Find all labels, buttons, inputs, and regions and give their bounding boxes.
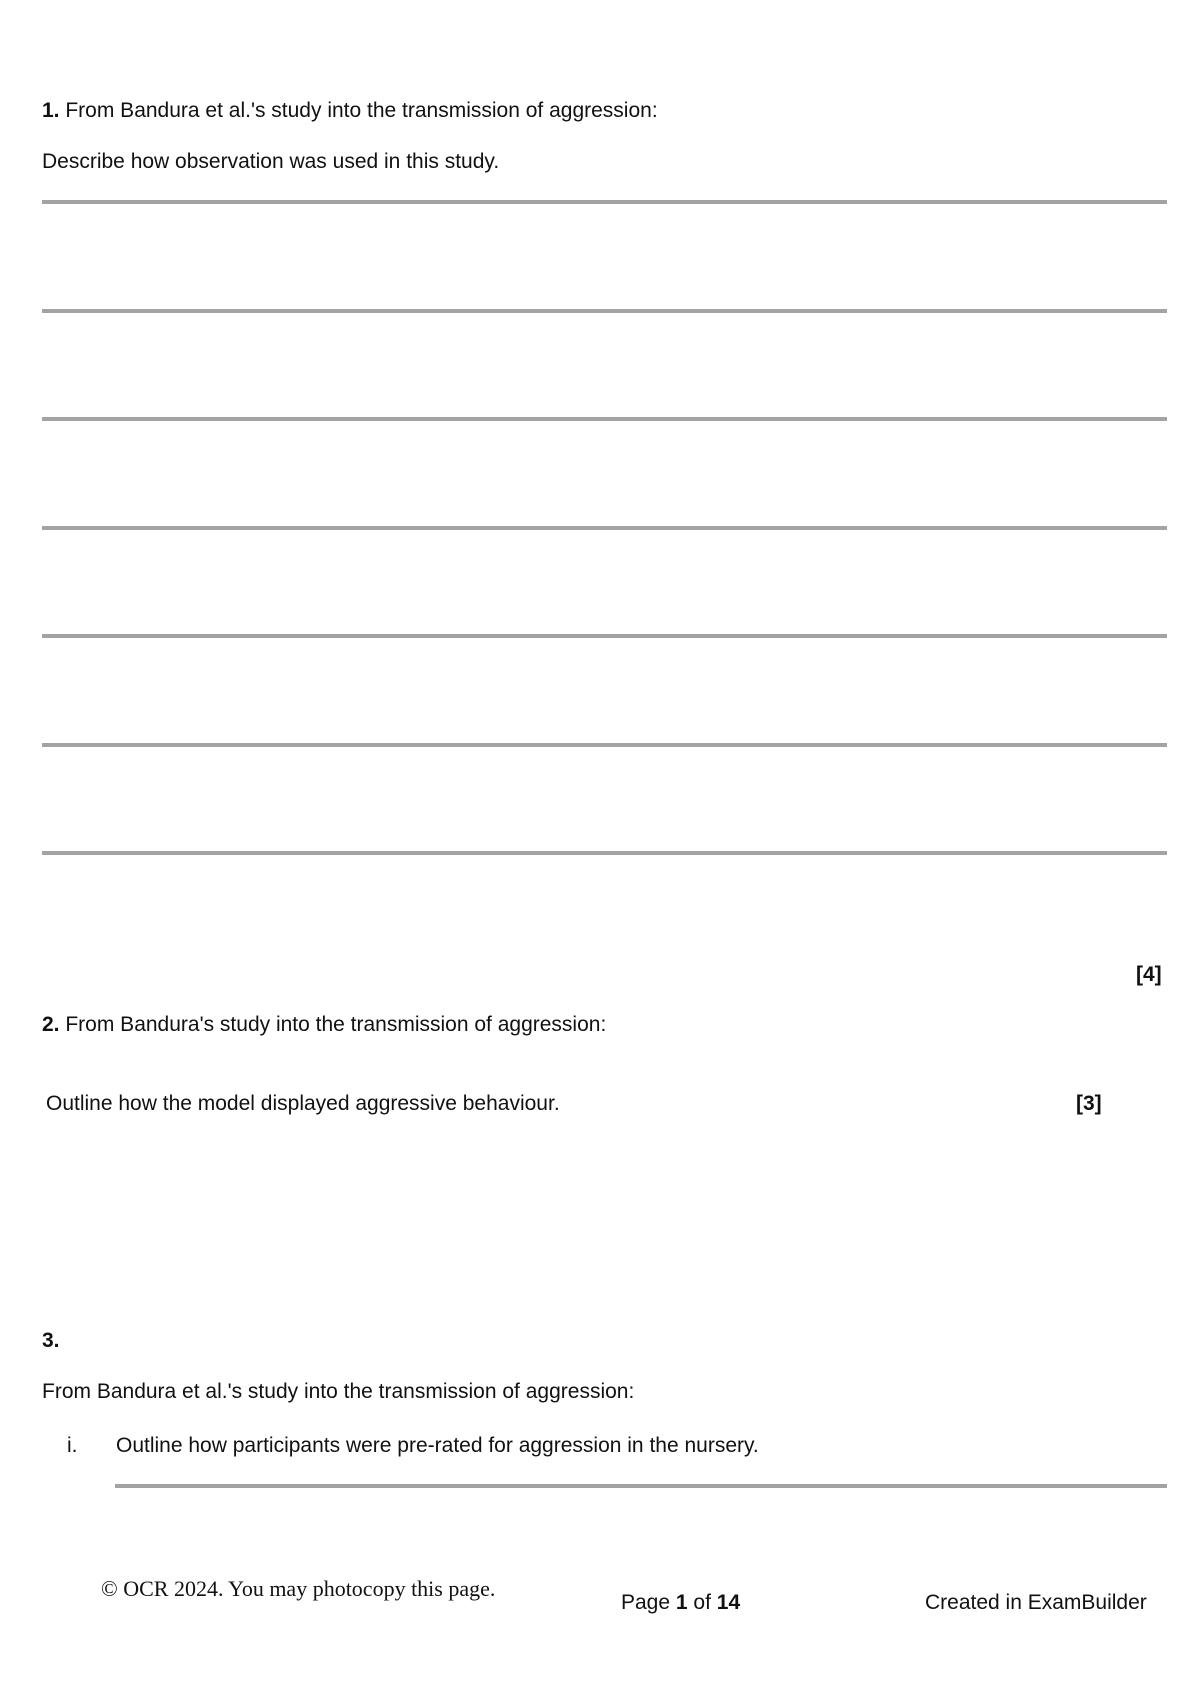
question-3-part-text: Outline how participants were pre-rated for aggression in the nursery. [116,1434,759,1457]
question-3-stem: From Bandura et al.'s study into the transmission of aggression: [42,1380,635,1403]
footer-credit: Created in ExamBuilder [925,1591,1147,1614]
question-1-stem: From Bandura et al.'s study into the transmission of aggression: [65,99,658,122]
answer-line[interactable] [42,743,1167,747]
question-1-stem-line [42,98,658,124]
footer-page-number [621,1590,740,1616]
page-current: 1 [675,1591,688,1614]
page-prefix: Page [621,1591,671,1614]
question-1-marks: [4] [1136,963,1162,986]
question-3-number: 3. [42,1329,60,1352]
question-1-number: 1. [42,99,60,122]
answer-line[interactable] [42,200,1167,204]
page-of: of [693,1591,711,1614]
question-1-prompt: Describe how observation was used in this study. [42,150,500,173]
answer-line[interactable] [42,851,1167,855]
footer-copyright: © OCR 2024. You may photocopy this page. [101,1576,496,1601]
answer-line[interactable] [115,1484,1167,1488]
answer-line[interactable] [42,634,1167,638]
question-2-stem-line [42,1012,606,1038]
question-2-prompt: Outline how the model displayed aggressive behaviour. [46,1092,560,1115]
question-3-part-label: i. [67,1434,78,1457]
answer-line[interactable] [42,526,1167,530]
question-2-number: 2. [42,1013,60,1036]
page-total: 14 [716,1591,741,1614]
answer-line[interactable] [42,309,1167,313]
question-2-marks: [3] [1076,1092,1102,1115]
question-2-stem: From Bandura's study into the transmission of aggression: [65,1013,607,1036]
answer-line[interactable] [42,417,1167,421]
